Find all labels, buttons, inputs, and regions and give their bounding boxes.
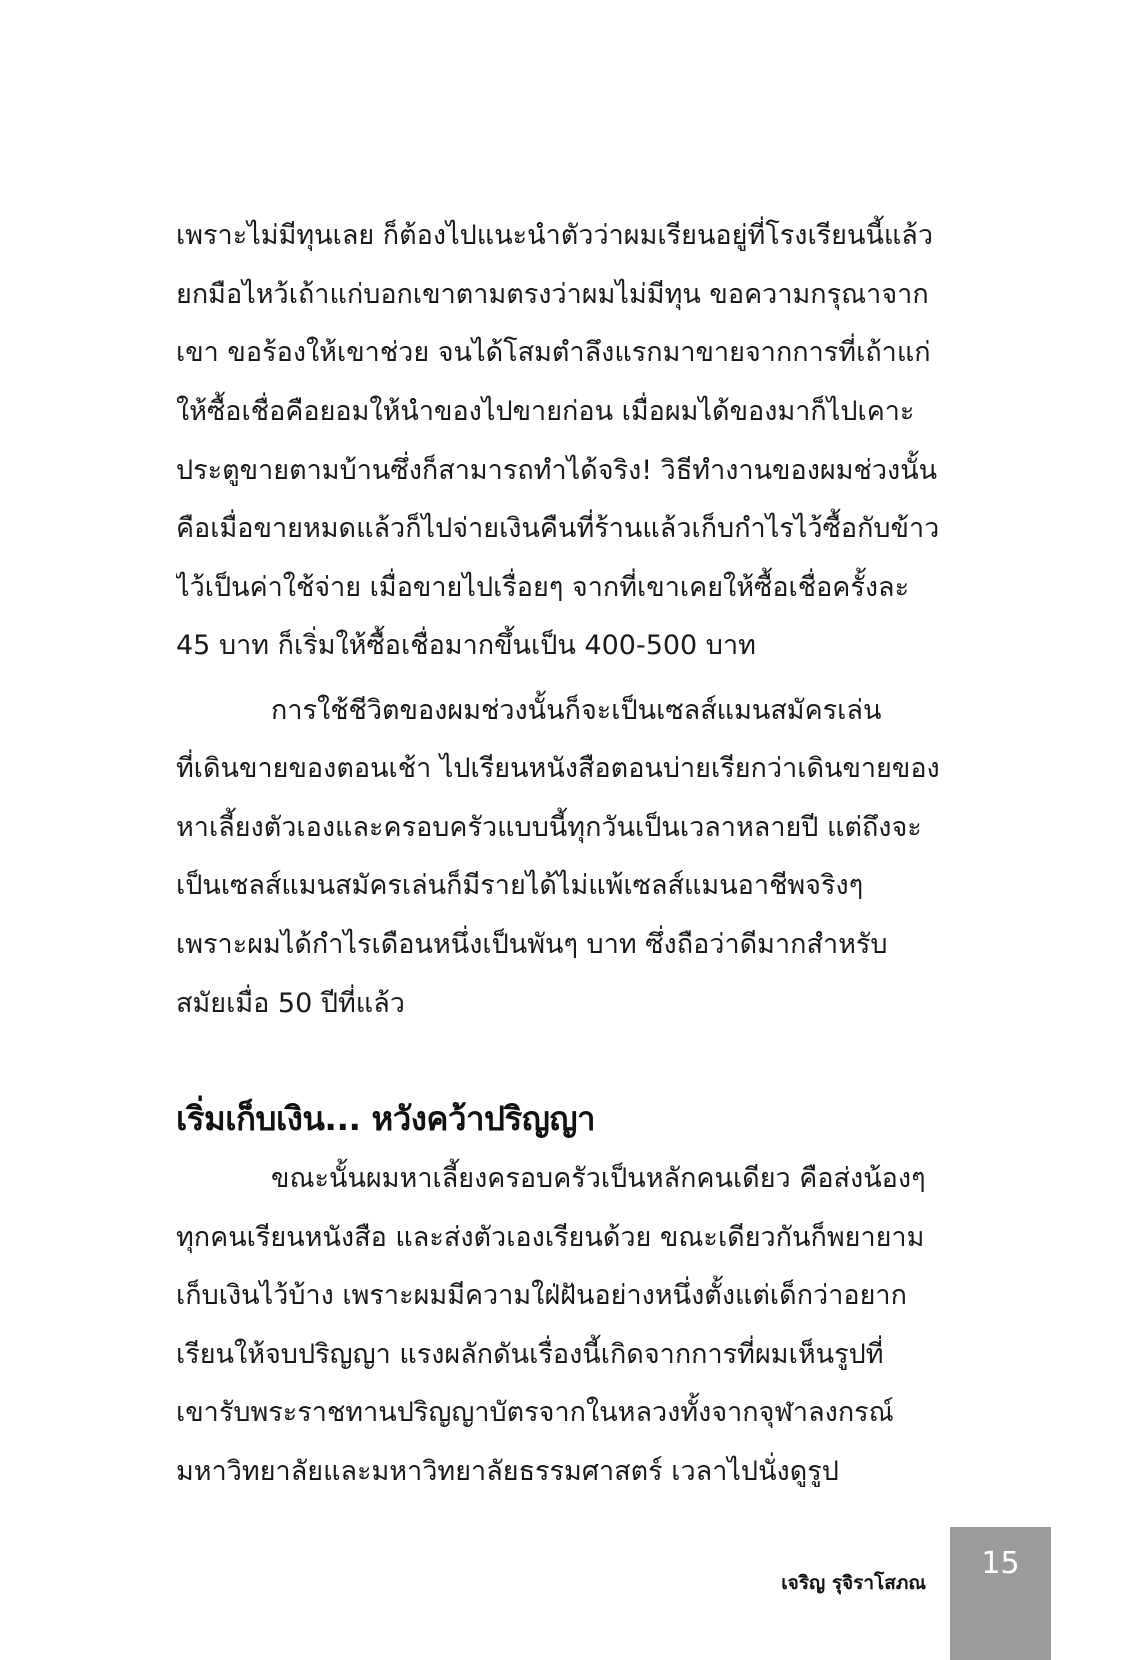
text-line: 45 บาท ก็เริ่มให้ซื้อเชื่อมากขึ้นเป็น 400-500 บาท [176,630,756,661]
page-number-tab [950,1527,1051,1660]
text-line: เขารับพระราชทานปริญญาบัตรจากในหลวงทั้งจากจุฬาลงกรณ์ [176,1397,894,1428]
page-number: 15 [981,1546,1020,1581]
text-line: ที่เดินขายของตอนเช้า ไปเรียนหนังสือตอนบ่ายเรียกว่าเดินขายของ [176,753,940,784]
text-line: ยกมือไหว้เถ้าแก่บอกเขาตามตรงว่าผมไม่มีทุน ขอความกรุณาจาก [176,279,929,310]
section-heading: เริ่มเก็บเงิน... หวังคว้าปริญญา [176,1099,595,1138]
text-line: ให้ซื้อเชื่อคือยอมให้นำของไปขายก่อน เมื่อผมได้ของมาก็ไปเคาะ [176,396,915,427]
text-line: หาเลี้ยงตัวเองและครอบครัวแบบนี้ทุกวันเป็นเวลาหลายปี แต่ถึงจะ [176,812,922,843]
text-line: ประตูขายตามบ้านซึ่งก็สามารถทำได้จริง! วิธีทำงานของผมช่วงนั้น [176,455,938,486]
text-line: เรียนให้จบปริญญา แรงผลักดันเรื่องนี้เกิดจากการที่ผมเห็นรูปที่ [176,1339,884,1370]
text-line: ขณะนั้นผมหาเลี้ยงครอบครัวเป็นหลักคนเดียว คือส่งน้องๆ [271,1163,926,1194]
text-line: เขา ขอร้องให้เขาช่วย จนได้โสมตำลึงแรกมาขายจากการที่เถ้าแก่ [176,337,931,368]
text-line: คือเมื่อขายหมดแล้วก็ไปจ่ายเงินคืนที่ร้านแล้วเก็บกำไรไว้ซื้อกับข้าว [176,513,940,544]
text-line: เพราะผมได้กำไรเดือนหนึ่งเป็นพันๆ บาท ซึ่งถือว่าดีมากสำหรับ [176,929,888,960]
text-line: เพราะไม่มีทุนเลย ก็ต้องไปแนะนำตัวว่าผมเรียนอยู่ที่โรงเรียนนี้แล้ว [176,220,934,251]
text-line: เป็นเซลส์แมนสมัครเล่นก็มีรายได้ไม่แพ้เซลส์แมนอาชีพจริงๆ [176,870,864,901]
text-line: ไว้เป็นค่าใช้จ่าย เมื่อขายไปเรื่อยๆ จากที่เขาเคยให้ซื้อเชื่อครั้งละ [176,572,910,603]
text-line: เก็บเงินไว้บ้าง เพราะผมมีความใฝ่ฝันอย่างหนึ่งตั้งแต่เด็กว่าอยาก [176,1280,907,1311]
text-line: มหาวิทยาลัยและมหาวิทยาลัยธรรมศาสตร์ เวลาไปนั่งดูรูป [176,1456,839,1487]
text-line: ทุกคนเรียนหนังสือ และส่งตัวเองเรียนด้วย ขณะเดียวกันก็พยายาม [176,1222,925,1253]
text-line: การใช้ชีวิตของผมช่วงนั้นก็จะเป็นเซลส์แมนสมัครเล่น [271,695,882,726]
author-name: เจริญ รุจิราโสภณ [781,1572,926,1594]
text-line: สมัยเมื่อ 50 ปีที่แล้ว [176,988,405,1019]
